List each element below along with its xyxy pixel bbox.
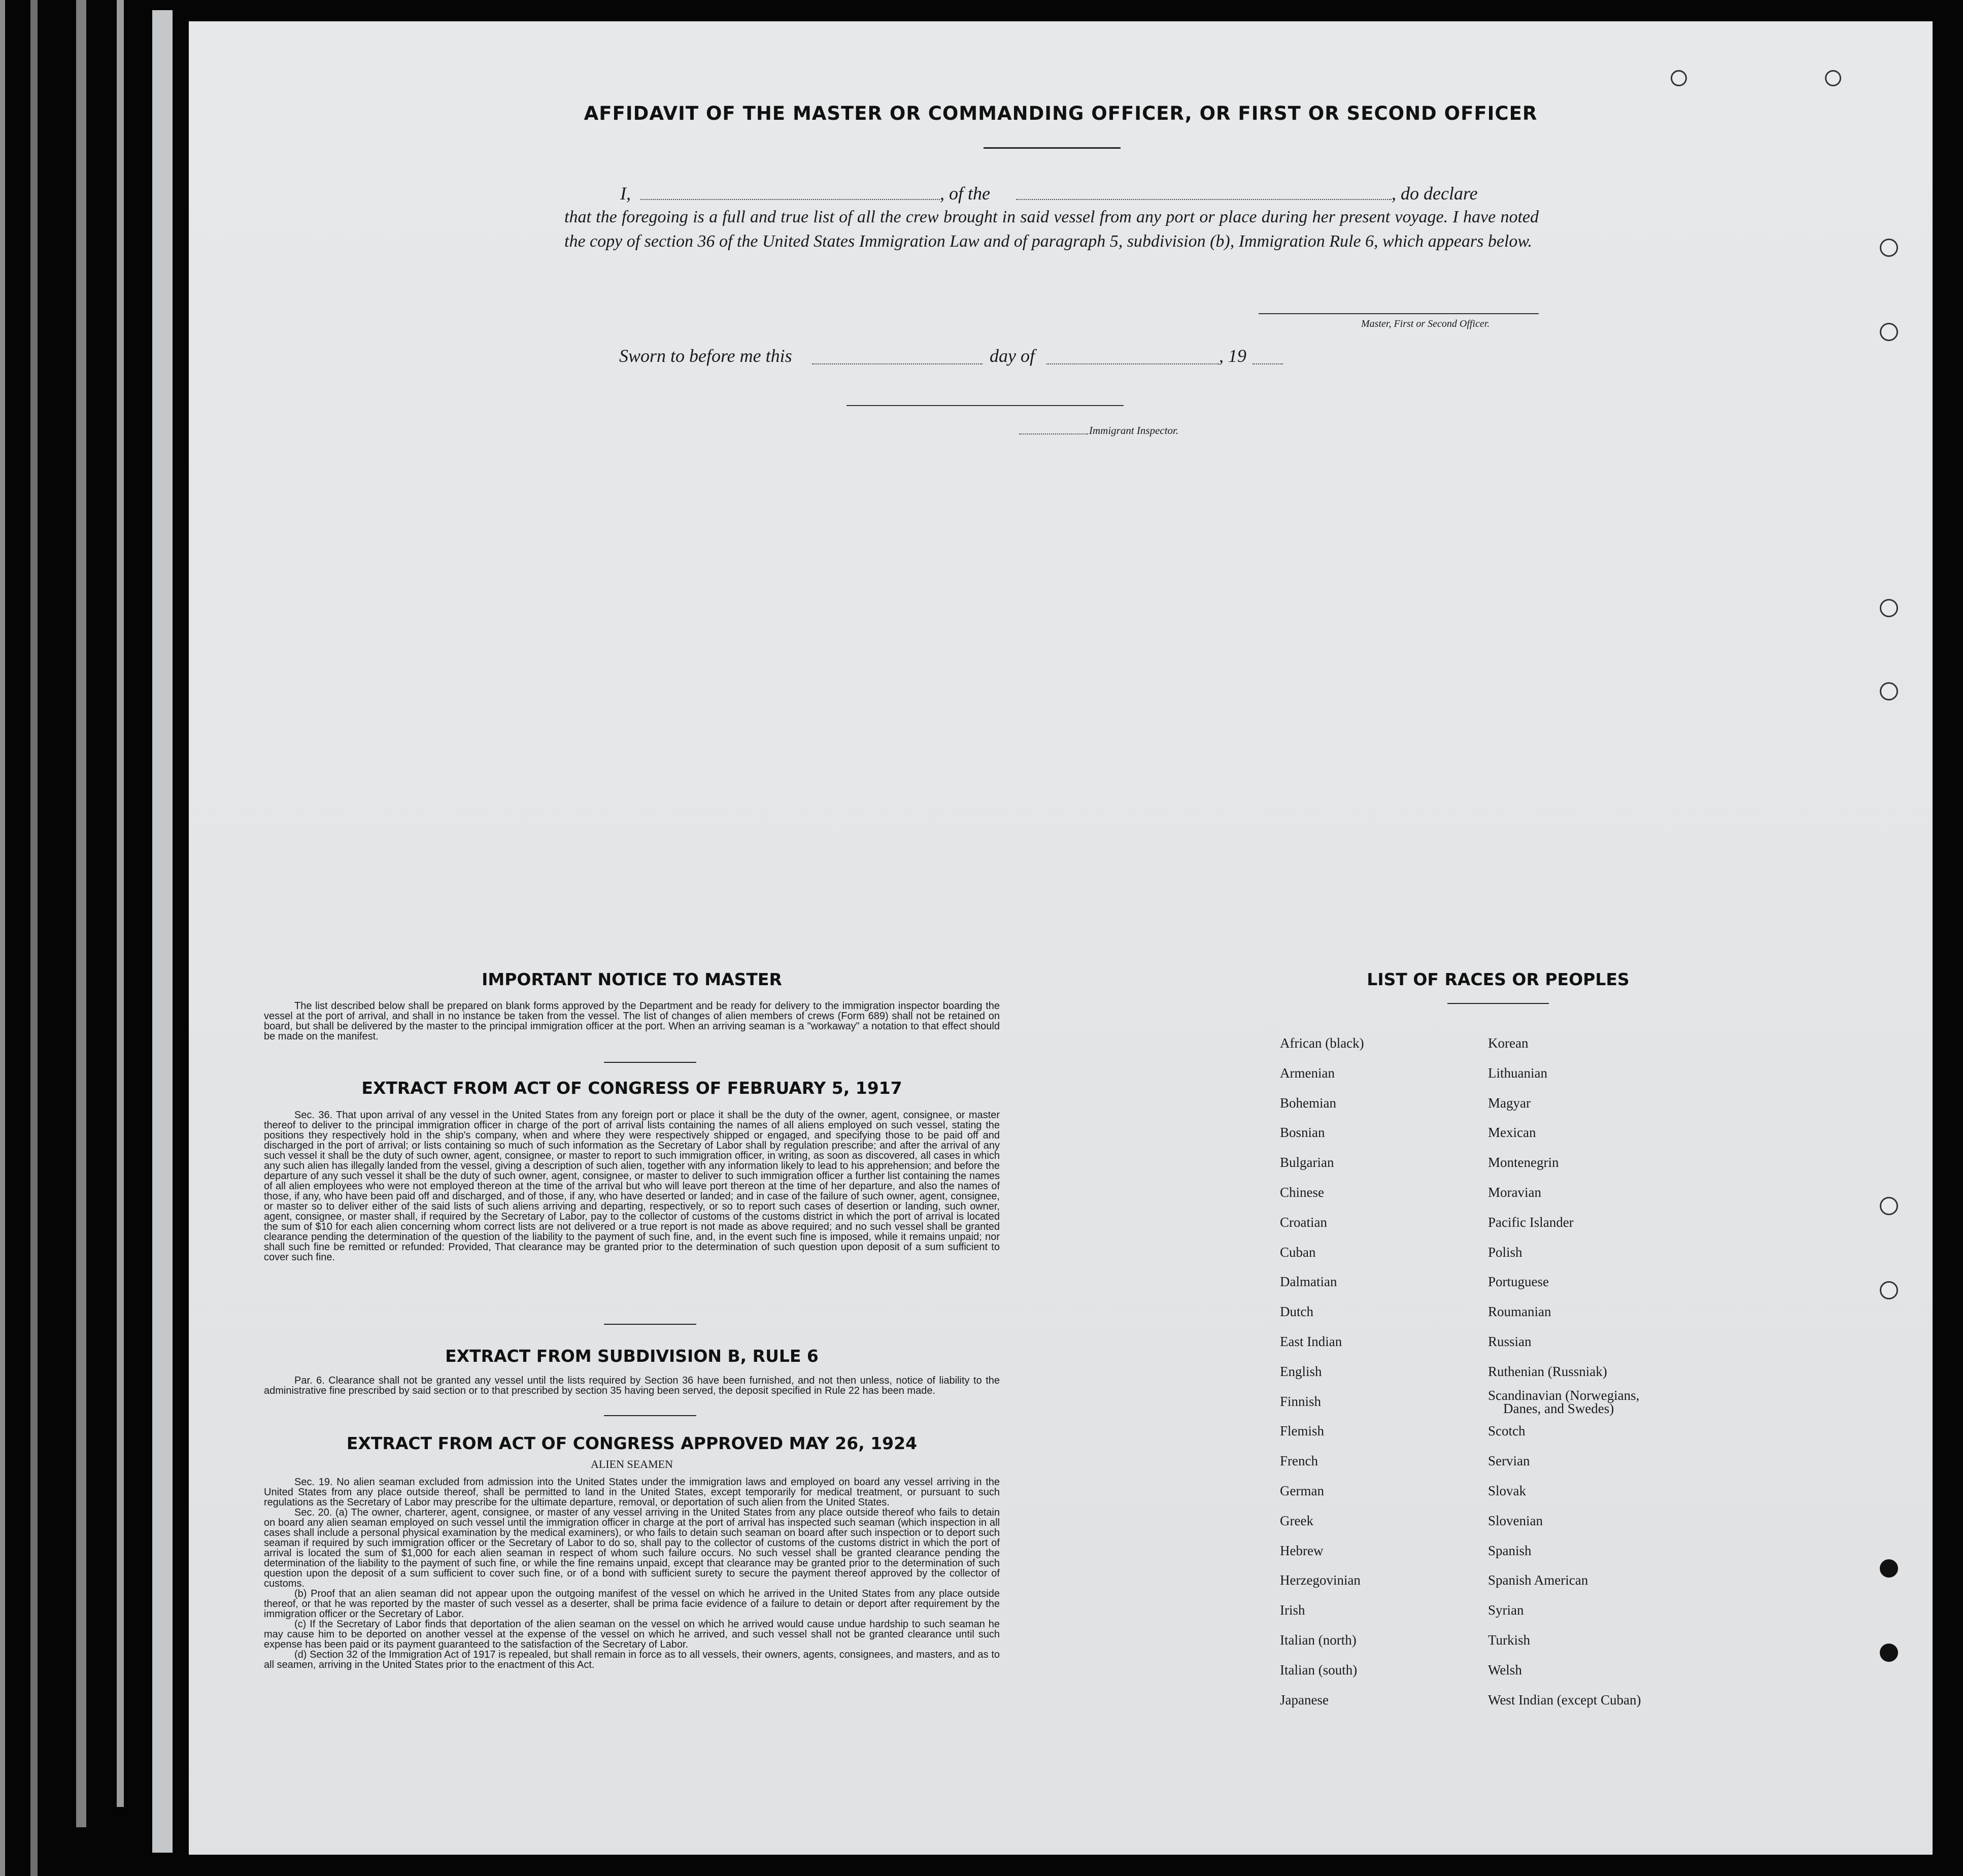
race-item: English: [1280, 1363, 1322, 1379]
race-item: Bohemian: [1280, 1095, 1336, 1111]
race-item: Finnish: [1280, 1393, 1322, 1409]
race-item: Dutch: [1280, 1304, 1313, 1320]
race-item-continuation: Danes, and Swedes): [1503, 1400, 1614, 1416]
i-label: I,: [620, 183, 631, 204]
master-caption: Master, First or Second Officer.: [1361, 318, 1490, 329]
race-item: Scotch: [1488, 1423, 1526, 1439]
divider: [604, 1062, 696, 1063]
sec-20d-paragraph: (d) Section 32 of the Immigration Act of 1917 is repealed, but shall remain in force as to all vessels, their owners, agents, consignees, and masters, and as to all seamen, arriving in the United States prior to the enactment of this Act.: [264, 1649, 1000, 1670]
race-item: French: [1280, 1453, 1318, 1469]
master-signature-line[interactable]: [1259, 313, 1539, 314]
race-item: Ruthenian (Russniak): [1488, 1363, 1607, 1379]
stacked-page-edge: [152, 10, 173, 1853]
sec-20c-paragraph: (c) If the Secretary of Labor finds that deportation of the alien seaman on the vessel on which he arrived would cause undue hardship to such seaman he may cause him to be deported on another vessel at the expense of the vessel on which he arrived, and such vessel shall not be granted clearance until such expense has been paid or its payment guaranteed to the satisfaction of the Secretary of Labor.: [264, 1619, 1000, 1650]
sworn-month-field[interactable]: [1046, 363, 1219, 364]
race-item: Portuguese: [1488, 1274, 1549, 1290]
race-item: Italian (south): [1280, 1662, 1358, 1678]
race-item: Magyar: [1488, 1095, 1531, 1111]
sworn-label: Sworn to before me this: [619, 346, 792, 366]
extract-1924-text: [264, 1477, 1000, 1670]
race-item: Slovak: [1488, 1483, 1527, 1498]
day-of-label: day of: [990, 346, 1035, 366]
race-item: Servian: [1488, 1453, 1530, 1469]
notice-paragraph: The list described below shall be prepared on blank forms approved by the Department and be ready for delivery to the immigration inspector boarding the vessel at the port of arrival, and shall in no instance be taken from the vessel. The list of changes of alien members of crews (Form 689) shall not be retained on board, but shall be delivered by the master to the principal immigration officer at the port. When an arriving seaman is a "workaway" a notation to that effect should be made on the manifest.: [264, 1000, 1000, 1042]
extract-1924-title: EXTRACT FROM ACT OF CONGRESS APPROVED MAY 26, 1924: [346, 1433, 918, 1453]
sec-20a-paragraph: Sec. 20. (a) The owner, charterer, agent, consignee, or master of any vessel arriving in the United States from any place outside thereof who fails to detain on board any alien seaman employed on such vessel until the immigration officer in charge at the port of arrival has inspected such seaman (which inspection in all cases shall include a personal physical examination by the medical examiners), or who fails to detain such seaman on board after such inspection or to deport such seaman if required by such immigration officer or the Secretary of Labor to do so, shall pay to the collector of customs of the customs district in which the port of arrival is located the sum of $1,000 for each alien seaman in respect of whom such failure occurs. No such vessel shall be granted clearance pending the determination of the liability to the payment of such fine, or while the fine remains unpaid, except that clearance may be granted prior to the determination of such question upon the deposit of a sum sufficient to cover such fine, or of a bond with sufficient surety to secure the payment thereof approved by the collector of customs.: [264, 1507, 1000, 1589]
stacked-page-edge: [30, 0, 38, 1876]
extract-1917-title: EXTRACT FROM ACT OF CONGRESS OF FEBRUARY 5, 1917: [361, 1078, 902, 1098]
sec-19-paragraph: Sec. 19. No alien seaman excluded from admission into the United States under the immigration laws and employed on board any vessel arriving in the United States from any place outside thereof, shall be permitted to land in the United States, except temporarily for medical treatment, or pursuant to such regulations as the Secretary of Labor may prescribe for the ultimate departure, removal, or deportation of such alien from the United States.: [264, 1477, 1000, 1508]
vessel-name-field[interactable]: [1016, 199, 1392, 200]
race-item: Dalmatian: [1280, 1274, 1337, 1290]
race-item: Bulgarian: [1280, 1155, 1334, 1170]
declaration-body: that the foregoing is a full and true list of all the crew brought in said vessel from any port or place during her present voyage. I have noted the copy of section 36 of the United States Immigration Law and of paragraph 5, subdivision (b), Immigration Rule 6, which appears below.: [564, 208, 1539, 251]
alien-seamen-subtitle: ALIEN SEAMEN: [591, 1458, 673, 1470]
race-item: Welsh: [1488, 1662, 1522, 1678]
race-item: West Indian (except Cuban): [1488, 1692, 1641, 1707]
form-page: [189, 21, 1933, 1855]
race-item: Croatian: [1280, 1214, 1327, 1230]
race-item: Pacific Islander: [1488, 1214, 1574, 1230]
race-item: Mexican: [1488, 1125, 1536, 1141]
race-item: Spanish: [1488, 1543, 1532, 1558]
extract-rule6-paragraph: Par. 6. Clearance shall not be granted any vessel until the lists required by Section 36 have been furnished, and not then unless, notice of liability to the administrative fine prescribed by said section or to that prescribed by section 35 having been served, the deposit specified in Rule 22 has been made.: [264, 1375, 1000, 1396]
binder-hole: [1880, 682, 1898, 700]
race-item: Slovenian: [1488, 1513, 1543, 1528]
affidavit-title: AFFIDAVIT OF THE MASTER OR COMMANDING OFFICER, OR FIRST OR SECOND OFFICER: [584, 103, 1538, 124]
race-item: East Indian: [1280, 1334, 1342, 1349]
declaration-text: [564, 205, 1539, 254]
race-item: Herzegovinian: [1280, 1572, 1361, 1588]
race-item: Scandinavian (Norwegians,: [1488, 1387, 1640, 1403]
do-declare-label: , do declare: [1392, 183, 1478, 204]
extract-rule6-title: EXTRACT FROM SUBDIVISION B, RULE 6: [445, 1346, 819, 1366]
race-item: Italian (north): [1280, 1632, 1357, 1648]
extract-1917-text: [264, 1110, 1000, 1262]
races-title-underline: [1447, 1003, 1549, 1004]
binder-hole: [1880, 1197, 1898, 1215]
binder-hole: [1825, 70, 1841, 86]
binder-hole: [1880, 323, 1898, 341]
race-item: Greek: [1280, 1513, 1313, 1528]
race-item: German: [1280, 1483, 1324, 1498]
binder-hole: [1671, 70, 1687, 86]
races-title: LIST OF RACES OR PEOPLES: [1367, 969, 1630, 989]
binder-hole: [1880, 1559, 1898, 1578]
sworn-day-field[interactable]: [812, 363, 983, 364]
title-underline: [984, 147, 1121, 149]
inspector-caption: Immigrant Inspector.: [1089, 424, 1179, 437]
sec-20b-paragraph: (b) Proof that an alien seaman did not appear upon the outgoing manifest of the vessel on which he arrived in the United States from any place outside thereof, or that he was reported by the master of such vessel as a deserter, shall be prima facie evidence of a failure to detain or deport after requirement by the immigration officer or the Secretary of Labor.: [264, 1588, 1000, 1620]
binder-hole: [1880, 599, 1898, 617]
race-item: Polish: [1488, 1244, 1522, 1260]
stacked-page-edge: [76, 0, 86, 1827]
race-item: Roumanian: [1488, 1304, 1551, 1320]
divider: [604, 1415, 696, 1416]
stacked-page-edge: [117, 0, 124, 1807]
year-label: , 19: [1219, 346, 1246, 366]
notice-title: IMPORTANT NOTICE TO MASTER: [482, 969, 782, 989]
race-item: Russian: [1488, 1334, 1532, 1349]
race-item: Lithuanian: [1488, 1065, 1547, 1081]
race-item: Chinese: [1280, 1185, 1324, 1200]
race-item: Bosnian: [1280, 1125, 1325, 1141]
race-item: Cuban: [1280, 1244, 1316, 1260]
stacked-page-edge: [0, 0, 5, 1876]
race-item: Montenegrin: [1488, 1155, 1559, 1170]
race-item: Korean: [1488, 1035, 1529, 1051]
binder-hole: [1880, 1281, 1898, 1299]
notice-text: [264, 1001, 1000, 1042]
race-item: Flemish: [1280, 1423, 1325, 1439]
binder-hole: [1880, 239, 1898, 257]
of-the-label: , of the: [940, 183, 990, 204]
extract-1917-paragraph: Sec. 36. That upon arrival of any vessel in the United States from any foreign port or place it shall be the duty of the owner, agent, consignee, or master thereof to deliver to the principal immigration officer in charge of the port of arrival lists containing the names of all aliens employed on such vessel, stating the positions they respectively hold in the ship's company, when and where they were respectively shipped or engaged, and specifying those to be paid off and discharged in the port of arrival; or lists containing so much of such information as the Secretary of Labor shall by regulation prescribe; and after the arrival of any such vessel it shall be the duty of such owner, agent, consignee, or master to report to such immigration officer, in writing, as soon as discovered, all cases in which any such alien has illegally landed from the vessel, giving a description of such alien, together with any information likely to lead to his apprehension; and before the departure of any such vessel it shall be the duty of such owner, agent, consignee, or master to deliver to such immigration officer a further list containing the names of all alien employees who were not employed thereon at the time of the arrival but who will leave port thereon at the time of her departure, and also the names of those, if any, who have been paid off and discharged, and of those, if any, who have deserted or landed; and in case of the failure of such owner, agent, consignee, or master so to deliver either of the said lists of such aliens arriving and departing, respectively, or so to report such cases of desertion or landing, such owner, agent, consignee, or master shall, if required by the Secretary of Labor, pay to the collector of customs of the customs district in which the port of arrival is located the sum of $10 for each alien concerning whom correct lists are not delivered or a true report is not made as above required; and no such vessel shall be granted clearance pending the determination of the question of the liability to the payment of such fine, and, in the event such fine is imposed, while it remains unpaid; nor shall such fine be remitted or refunded: Provided, That clearance may be granted prior to the determination of such question upon deposit of a sum sufficient to cover such fine.: [264, 1110, 1000, 1263]
race-item: Irish: [1280, 1602, 1305, 1618]
master-name-field[interactable]: [640, 199, 940, 200]
inspector-signature-line[interactable]: [847, 405, 1124, 406]
extract-rule6-text: [264, 1376, 1000, 1396]
race-item: Hebrew: [1280, 1543, 1324, 1558]
race-item: Japanese: [1280, 1692, 1329, 1707]
race-item: African (black): [1280, 1035, 1364, 1051]
sworn-year-field[interactable]: [1253, 363, 1283, 364]
race-item: Armenian: [1280, 1065, 1335, 1081]
inspector-dots: [1019, 433, 1088, 434]
race-item: Syrian: [1488, 1602, 1524, 1618]
binder-hole: [1880, 1644, 1898, 1662]
race-item: Turkish: [1488, 1632, 1531, 1648]
race-item: Spanish American: [1488, 1572, 1588, 1588]
divider: [604, 1324, 696, 1325]
race-item: Moravian: [1488, 1185, 1541, 1200]
